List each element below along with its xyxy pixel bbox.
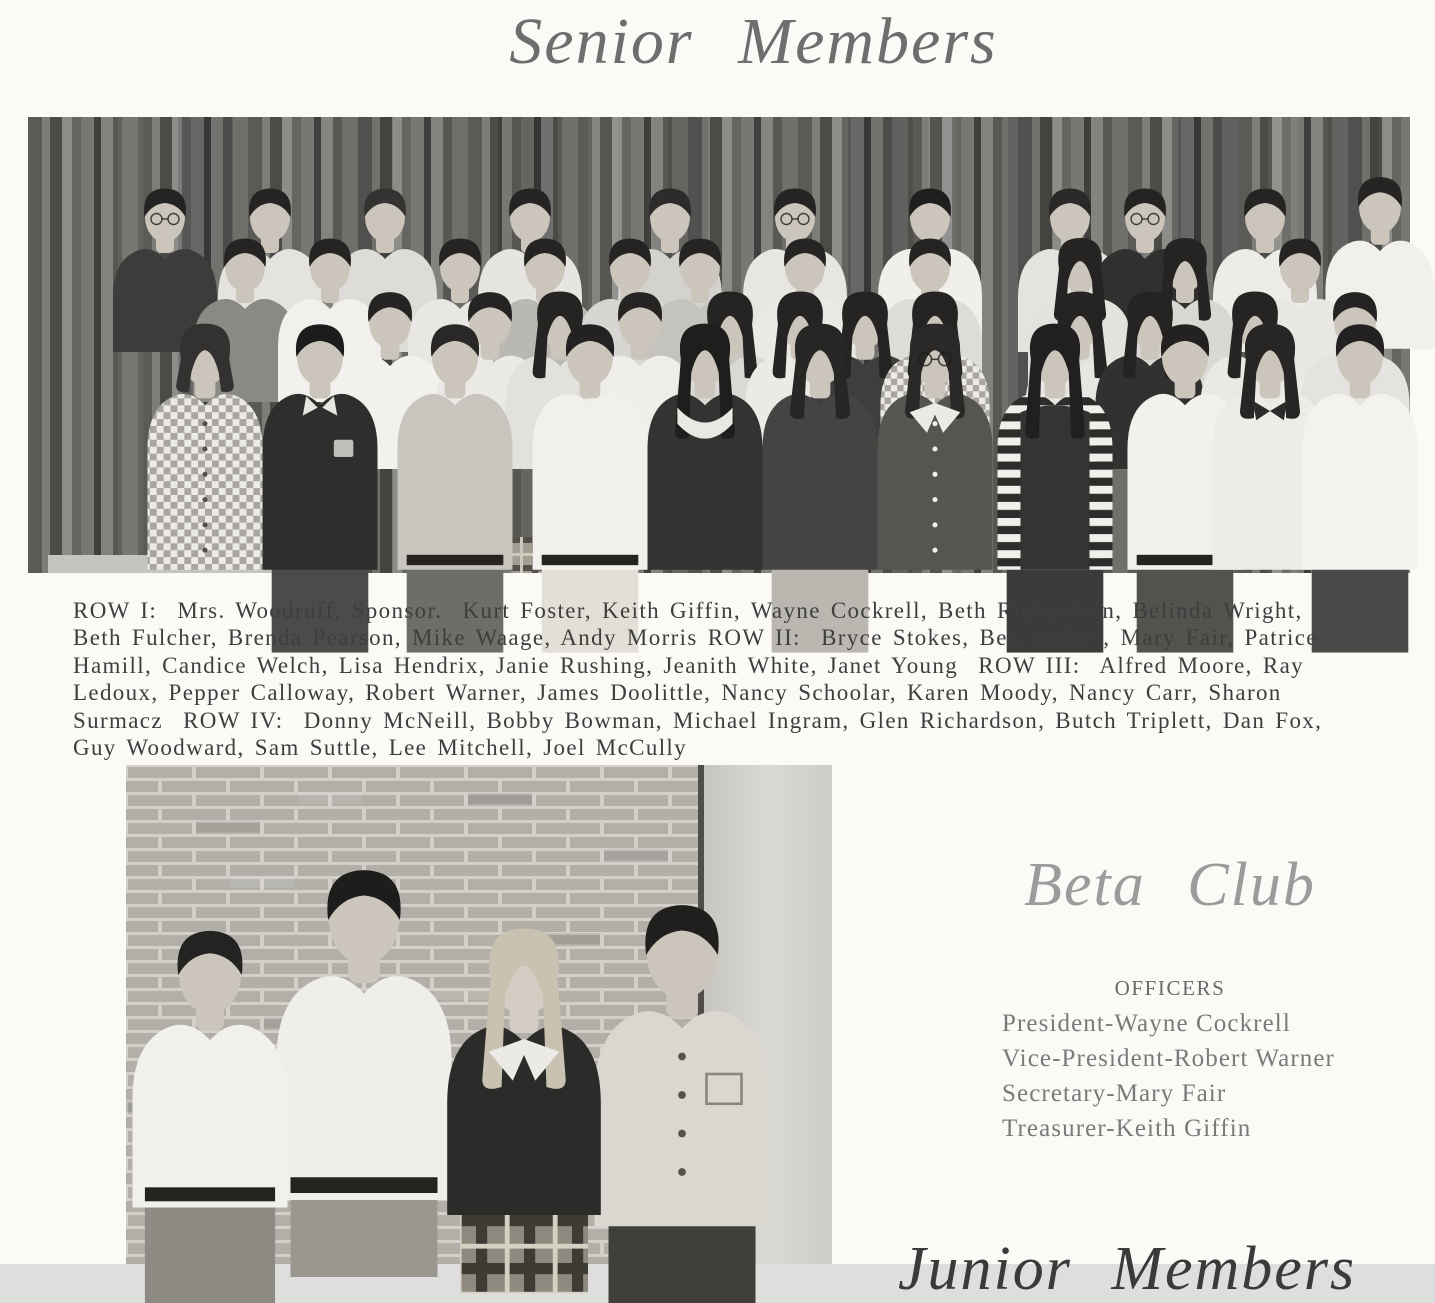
caption-line: Surmacz ROW IV: Donny McNeill, Bobby Bowman, Michael Ingram, Glen Richardson, Butch Triplett, Dan Fox,	[73, 707, 1323, 733]
officer-item-secretary: Secretary-Mary Fair	[1002, 1080, 1227, 1107]
page-title: Senior Members	[509, 5, 998, 78]
junior-members-cropped-title: Junior Members	[898, 1235, 1357, 1303]
officer-item-president: President-Wayne Cockrell	[1002, 1010, 1291, 1037]
officer-item-vice-president: Vice-President-Robert Warner	[1002, 1045, 1335, 1072]
caption-line: Beth Fulcher, Brenda Pearson, Mike Waage, Andy Morris ROW II: Bryce Stokes, Ben Walker, Mary Fair, Patrice	[73, 625, 1318, 651]
officers-list	[1002, 1006, 1422, 1146]
officer-item-treasurer: Treasurer-Keith Giffin	[1002, 1115, 1252, 1142]
caption-line: Guy Woodward, Sam Suttle, Lee Mitchell, Joel McCully	[73, 735, 688, 761]
beta-club-title: Beta Club	[1024, 851, 1316, 919]
beta-officers-photo	[126, 765, 832, 1264]
officers-heading: OFFICERS	[1114, 976, 1226, 1000]
caption-line: Hamill, Candice Welch, Lisa Hendrix, Janie Rushing, Jeanith White, Janet Young ROW III: Alfred Moore, Ray	[73, 652, 1304, 678]
senior-photo-caption	[73, 597, 1413, 761]
senior-group-photo	[28, 117, 1410, 573]
caption-line: Ledoux, Pepper Calloway, Robert Warner, James Doolittle, Nancy Schoolar, Karen Moody, Nancy Carr, Sharon	[73, 680, 1282, 706]
caption-line: ROW I: Mrs. Woodruff, Sponsor. Kurt Foster, Keith Giffin, Wayne Cockrell, Beth Richardson, Belinda Wright,	[73, 598, 1303, 623]
